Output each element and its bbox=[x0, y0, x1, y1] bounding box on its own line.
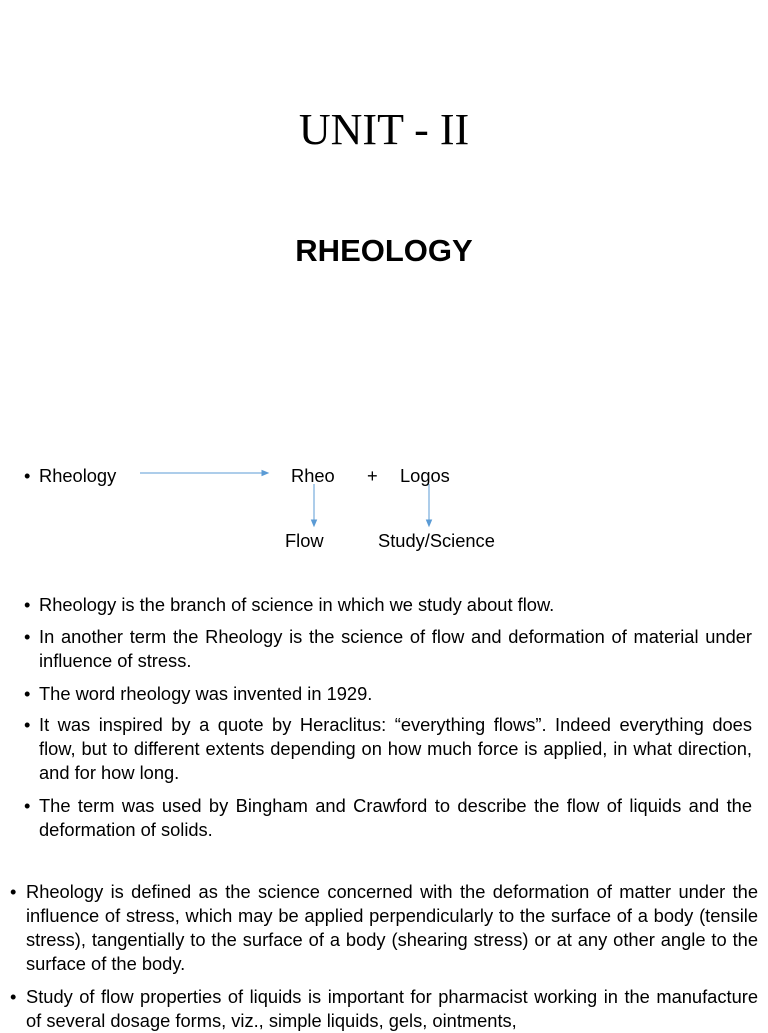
page-subtitle: RHEOLOGY bbox=[295, 233, 473, 268]
bullet-mark: • bbox=[24, 594, 31, 615]
etymology-meaning-study: Study/Science bbox=[378, 530, 495, 551]
etymology-term: Rheology bbox=[39, 465, 117, 486]
bullet-mark: • bbox=[24, 626, 31, 647]
list-item: • Study of flow properties of liquids is important for pharmacist working in the manufacture of several dosage forms, viz., simple liquids, gels, ointments, bbox=[10, 986, 758, 1031]
bullet-mark: • bbox=[10, 986, 17, 1007]
list-item: • Rheology is the branch of science in which we study about flow. bbox=[24, 594, 555, 615]
list-item: • The term was used by Bingham and Crawford to describe the flow of liquids and the deformation of solids. bbox=[24, 795, 752, 840]
arrow-down-study-head bbox=[427, 520, 432, 526]
arrow-down-flow-head bbox=[312, 520, 317, 526]
etymology-part-rheo: Rheo bbox=[291, 465, 335, 486]
list-item: • Rheology is defined as the science concerned with the deformation of matter under the influence of stress, which may be applied perpendicularly to the surface of a body (tensile stress), tangentially to the surface of a body (shearing stress) or at any other angle to the surface of the body. bbox=[10, 881, 758, 974]
bullet-mark: • bbox=[24, 795, 31, 816]
etymology-part-logos: Logos bbox=[400, 465, 450, 486]
list-item: • It was inspired by a quote by Heraclitus: “everything flows”. Indeed everything does flow, but to different extents depending on how much force is applied, in what direction, and for how long. bbox=[24, 714, 752, 783]
bullet-mark: • bbox=[24, 465, 31, 486]
list-item: • In another term the Rheology is the science of flow and deformation of material under influence of stress. bbox=[24, 626, 752, 671]
arrow-right-head bbox=[262, 471, 268, 476]
page-title: UNIT - II bbox=[298, 105, 470, 154]
bullet-mark: • bbox=[24, 683, 31, 704]
list-item: • The word rheology was invented in 1929. bbox=[24, 683, 373, 704]
bullet-mark: • bbox=[24, 714, 31, 735]
bullet-mark: • bbox=[10, 881, 17, 902]
etymology-plus: + bbox=[367, 465, 378, 486]
etymology-meaning-flow: Flow bbox=[285, 530, 324, 551]
